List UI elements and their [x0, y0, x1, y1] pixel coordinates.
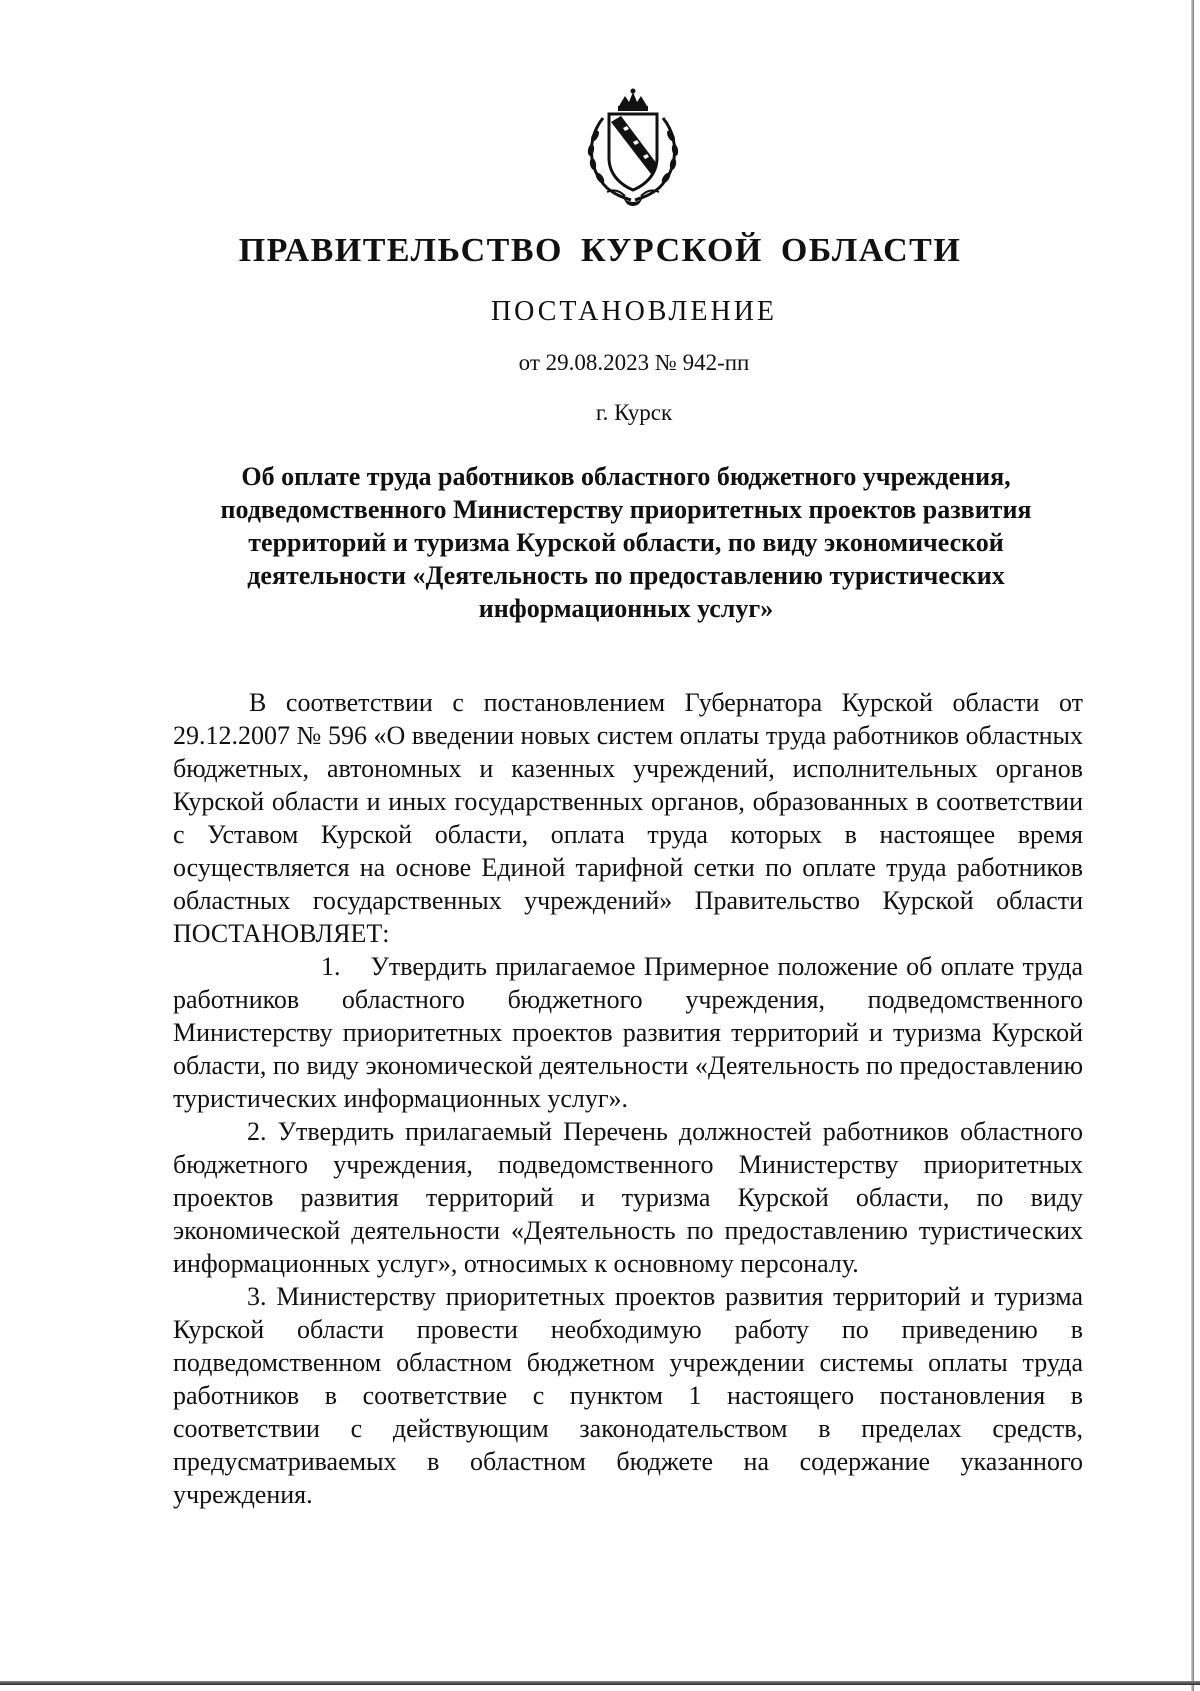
document-body [173, 686, 1083, 1511]
item-text: Утвердить прилагаемый Перечень должностей работников областного бюджетного учреждения, подведомственного Министерству приоритетных проектов развития территорий и туризма Курской области, по виду экономической деятельности «Деятельность по предоставлению туристических информационных услуг», относимых к основному персоналу. [173, 1117, 1083, 1278]
preamble-paragraph: В соответствии с постановлением Губернатора Курской области от 29.12.2007 № 596 «О введении новых систем оплаты труда работников областных бюджетных, автономных и казенных учреждений, исполнительных органов Курской области и иных государственных органов, образованных в соответствии с Уставом Курской области, оплата труда которых в настоящее время осуществляется на основе Единой тарифной сетки по оплате труда работников областных государственных учреждений» Правительство Курской области ПОСТАНОВЛЯЕТ: [173, 688, 1083, 948]
document-subject: Об оплате труда работников областного бюджетного учреждения, подведомственного Министерству приоритетных проектов развития территорий и туризма Курской области, по виду экономической деятельности «Деятельность по предоставлению туристических информационных услуг» [220, 462, 1032, 623]
item-number: 3. [247, 1282, 267, 1311]
item-number: 2. [247, 1117, 267, 1146]
document-type: ПОСТАНОВЛЕНИЕ [490, 296, 778, 327]
document-city: г. Курск [595, 400, 673, 425]
item-text: Утвердить прилагаемое Примерное положение об оплате труда работников областного бюджетного учреждения, подведомственного Министерству приоритетных проектов развития территорий и туризма Курской области, по виду экономической деятельности «Деятельность по предоставлению туристических информационных услуг». [173, 952, 1083, 1113]
list-item [173, 1115, 1083, 1280]
document-date-number: от 29.08.2023 № 942-пп [518, 350, 750, 375]
kursk-coat-of-arms-icon [573, 88, 693, 208]
scan-edge-bottom [0, 1681, 1200, 1685]
list-item [173, 950, 1083, 1115]
item-number: 1. [321, 952, 341, 981]
item-text: Министерству приоритетных проектов развития территорий и туризма Курской области провести необходимую работу по приведению в подведомственном областном бюджетном учреждении системы оплаты труда работников в соответствие с пунктом 1 настоящего постановления в соответствии с действующим законодательством в пределах средств, предусматриваемых в областном бюджете на содержание указанного учреждения. [173, 1282, 1083, 1509]
government-title: ПРАВИТЕЛЬСТВО КУРСКОЙ ОБЛАСТИ [238, 232, 962, 269]
list-item [173, 1280, 1083, 1511]
